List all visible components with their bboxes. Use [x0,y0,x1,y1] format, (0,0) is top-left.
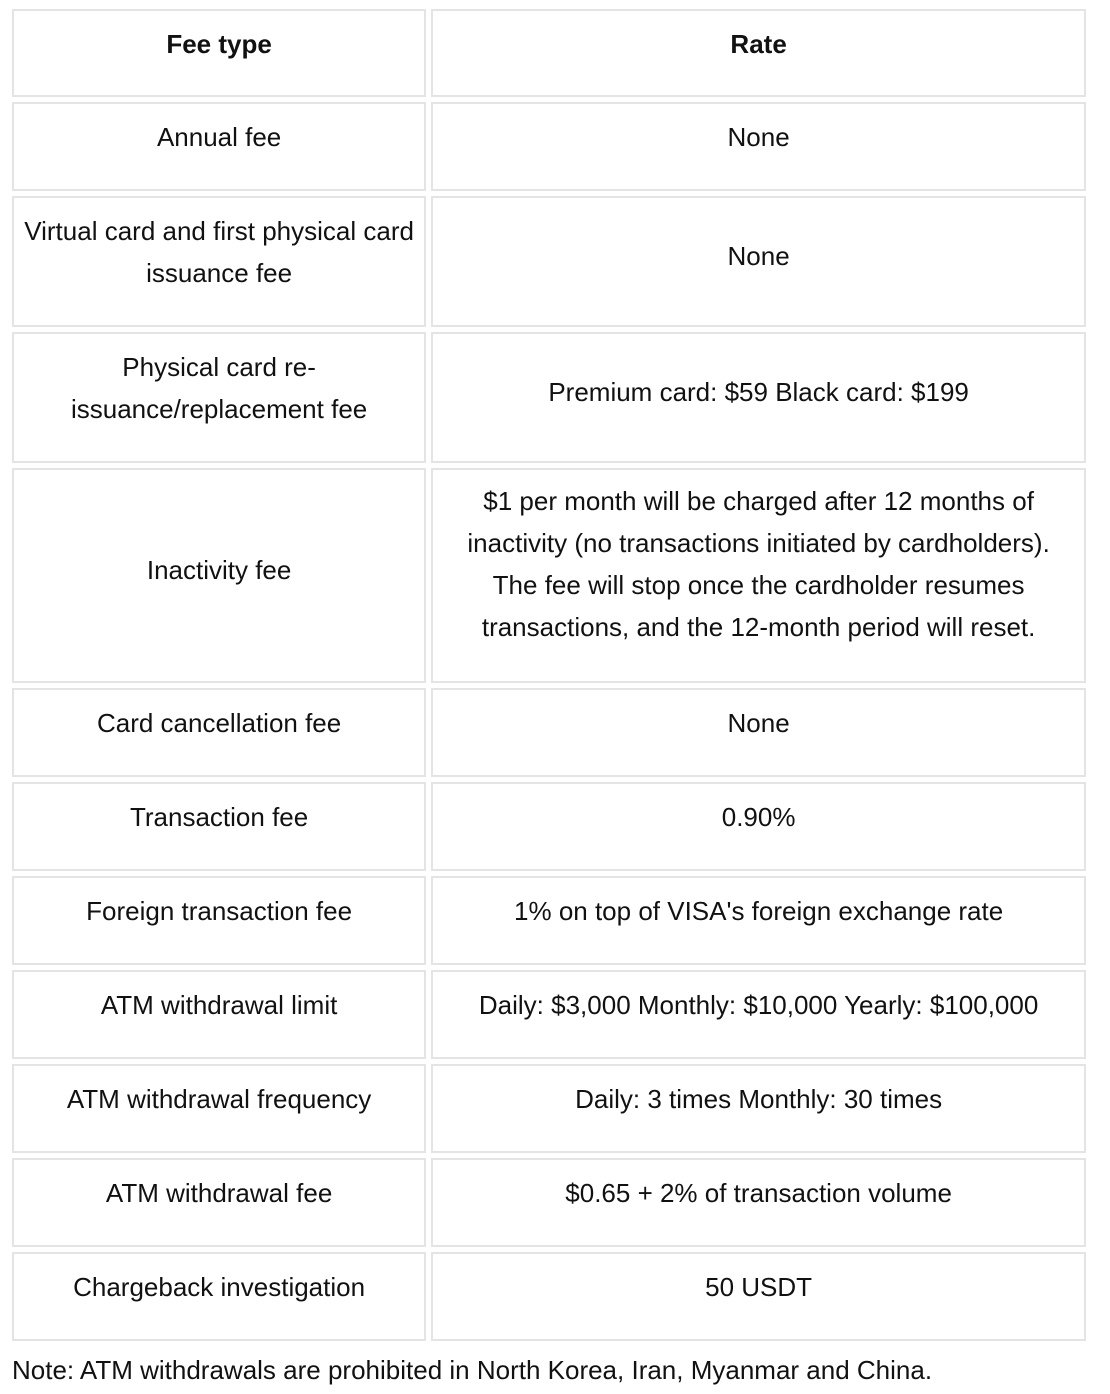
table-row [12,1158,1086,1247]
fee-type-cell: Physical card re-issuance/replacement fee [12,332,426,463]
note-text: Note: ATM withdrawals are prohibited in North Korea, Iran, Myanmar and China. [12,1355,933,1385]
rate-cell: None [431,196,1086,327]
table-row [12,970,1086,1059]
header-rate: Rate [431,9,1086,97]
table-row [12,1064,1086,1153]
rate-cell: $0.65 + 2% of transaction volume [431,1158,1086,1247]
rate-cell: 1% on top of VISA's foreign exchange rate [431,876,1086,965]
table-row [12,688,1086,777]
rate-cell: 0.90% [431,782,1086,871]
fee-type-cell: Annual fee [12,102,426,191]
table-header-row [12,9,1086,97]
fee-type-cell: Chargeback investigation [12,1252,426,1341]
fee-type-cell: ATM withdrawal frequency [12,1064,426,1153]
fee-type-cell: ATM withdrawal fee [12,1158,426,1247]
rate-cell: Daily: 3 times Monthly: 30 times [431,1064,1086,1153]
fee-type-cell: Card cancellation fee [12,688,426,777]
table-row [12,196,1086,327]
rate-cell: None [431,102,1086,191]
fee-table [7,4,1091,1346]
header-fee-type: Fee type [12,9,426,97]
table-row [12,102,1086,191]
fee-type-cell: Inactivity fee [12,468,426,683]
table-row [12,782,1086,871]
fee-type-cell: Virtual card and first physical card issuance fee [12,196,426,327]
fee-type-cell: Transaction fee [12,782,426,871]
fee-type-cell: Foreign transaction fee [12,876,426,965]
rate-cell: $1 per month will be charged after 12 months of inactivity (no transactions initiated by cardholders). The fee will stop once the cardholder resumes transactions, and the 12-month period will reset. [431,468,1086,683]
rate-cell: Daily: $3,000 Monthly: $10,000 Yearly: $100,000 [431,970,1086,1059]
table-row [12,468,1086,683]
rate-cell: None [431,688,1086,777]
rate-cell: Premium card: $59 Black card: $199 [431,332,1086,463]
table-row [12,332,1086,463]
rate-cell: 50 USDT [431,1252,1086,1341]
table-row [12,1252,1086,1341]
fee-type-cell: ATM withdrawal limit [12,970,426,1059]
table-row [12,876,1086,965]
